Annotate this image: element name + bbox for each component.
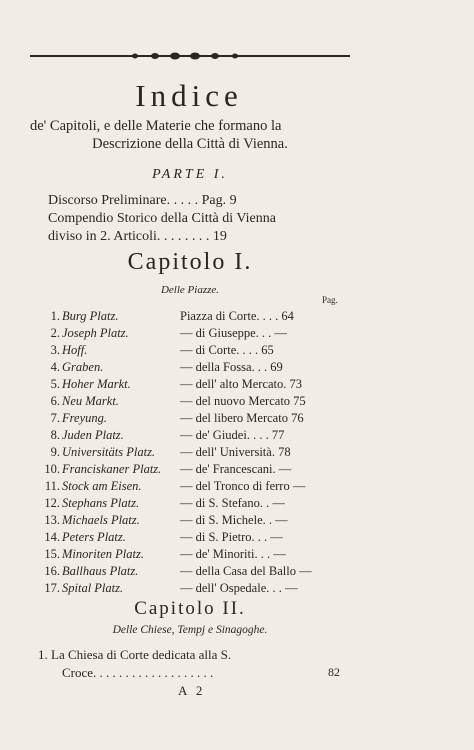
- front-matter-articles: diviso in 2. Articoli. . . . . . . . 19: [48, 229, 227, 244]
- square-description: — dell' Università. 78: [180, 445, 291, 459]
- item-number: 10.: [44, 462, 60, 476]
- square-name: Minoriten Platz.: [62, 547, 144, 561]
- page-column-header: Pag.: [322, 295, 338, 305]
- square-name: Neu Markt.: [62, 394, 119, 408]
- front-matter-preliminary: Discorso Preliminare. . . . . Pag. 9: [48, 193, 237, 208]
- list-item: [30, 308, 350, 324]
- item-number: 3.: [50, 343, 60, 357]
- square-name: Stephans Platz.: [62, 496, 140, 510]
- list-item: [30, 546, 350, 562]
- list-item: [30, 444, 350, 460]
- list-item: [30, 427, 350, 443]
- list-item: [30, 478, 350, 494]
- list-item: [30, 393, 350, 409]
- square-description: — del Tronco di ferro —: [180, 479, 306, 493]
- list-item: [30, 325, 350, 341]
- item-number: 15.: [44, 547, 60, 561]
- part-heading: PARTE I.: [152, 167, 228, 182]
- square-name: Hoher Markt.: [62, 377, 131, 391]
- square-description: — di Giuseppe. . . —: [180, 326, 287, 340]
- square-description: — de' Minoriti. . . —: [180, 547, 286, 561]
- chapter-1-heading: Capitolo I.: [127, 249, 253, 275]
- front-matter-compendium: Compendio Storico della Città di Vienna: [48, 211, 276, 226]
- square-name: Freyung.: [62, 411, 108, 425]
- index-subtitle-line-2: Descrizione della Città di Vienna.: [92, 136, 288, 152]
- item-number: 12.: [44, 496, 60, 510]
- chapter-2-entry-line-1: 1. La Chiesa di Corte dedicata alla S.: [38, 647, 232, 662]
- list-item: [30, 410, 350, 426]
- square-description: — della Fossa. . . 69: [180, 360, 283, 374]
- chapter-2-heading: Capitolo II.: [134, 598, 246, 619]
- item-number: 2.: [50, 326, 60, 340]
- item-number: 16.: [44, 564, 60, 578]
- square-name: Peters Platz.: [62, 530, 126, 544]
- square-name: Graben.: [62, 360, 104, 374]
- list-item: [30, 461, 350, 477]
- square-name: Hoff.: [62, 343, 88, 357]
- square-description: — dell' Ospedale. . . —: [180, 581, 298, 595]
- list-item: [30, 376, 350, 392]
- square-name: Stock am Eisen.: [62, 479, 142, 493]
- item-number: 17.: [44, 581, 60, 595]
- list-item: [30, 563, 350, 579]
- item-number: 5.: [50, 377, 60, 391]
- square-name: Joseph Platz.: [62, 326, 129, 340]
- square-description: — della Casa del Ballo —: [180, 564, 312, 578]
- square-description: — di Corte. . . . 65: [180, 343, 274, 357]
- square-name: Juden Platz.: [62, 428, 124, 442]
- item-number: 9.: [50, 445, 60, 459]
- chapter-2-entry-line-2: Croce. . . . . . . . . . . . . . . . . . .: [62, 665, 214, 680]
- list-item: [30, 580, 350, 596]
- chapter-2-entry-page: 82: [328, 665, 340, 679]
- item-number: 7.: [50, 411, 60, 425]
- square-description: — del nuovo Mercato 75: [180, 394, 306, 408]
- square-name: Universitäts Platz.: [62, 445, 156, 459]
- item-number: 6.: [50, 394, 60, 408]
- item-number: 1.: [50, 309, 60, 323]
- chapter-2-section: Delle Chiese, Tempj e Sinagoghe.: [112, 624, 268, 636]
- item-number: 14.: [44, 530, 60, 544]
- square-description: — de' Francescani. —: [180, 462, 292, 476]
- square-name: Michaels Platz.: [62, 513, 140, 527]
- item-number: 13.: [44, 513, 60, 527]
- index-title: Indice: [135, 78, 243, 113]
- list-item: [30, 495, 350, 511]
- ornamental-rule: [30, 52, 350, 60]
- square-name: Franciskaner Platz.: [62, 462, 162, 476]
- list-item: [30, 529, 350, 545]
- square-name: Burg Platz.: [62, 309, 119, 323]
- item-number: 4.: [50, 360, 60, 374]
- item-number: 8.: [50, 428, 60, 442]
- chapter-1-section: Delle Piazze.: [160, 284, 220, 296]
- list-item: [30, 342, 350, 358]
- signature-mark: A 2: [178, 683, 206, 698]
- item-number: 11.: [44, 479, 60, 493]
- square-description: Piazza di Corte. . . . 64: [180, 309, 294, 323]
- square-description: — di S. Pietro. . . —: [180, 530, 283, 544]
- square-name: Ballhaus Platz.: [62, 564, 139, 578]
- index-subtitle-line-1: de' Capitoli, e delle Materie che formano la: [30, 118, 282, 134]
- square-description: — di S. Michele. . —: [180, 513, 288, 527]
- square-name: Spital Platz.: [62, 581, 124, 595]
- square-description: — del libero Mercato 76: [180, 411, 304, 425]
- square-description: — de' Giudei. . . . 77: [180, 428, 285, 442]
- square-description: — di S. Stefano. . —: [180, 496, 285, 510]
- square-description: — dell' alto Mercato. 73: [180, 377, 303, 391]
- list-item: [30, 359, 350, 375]
- list-item: [30, 512, 350, 528]
